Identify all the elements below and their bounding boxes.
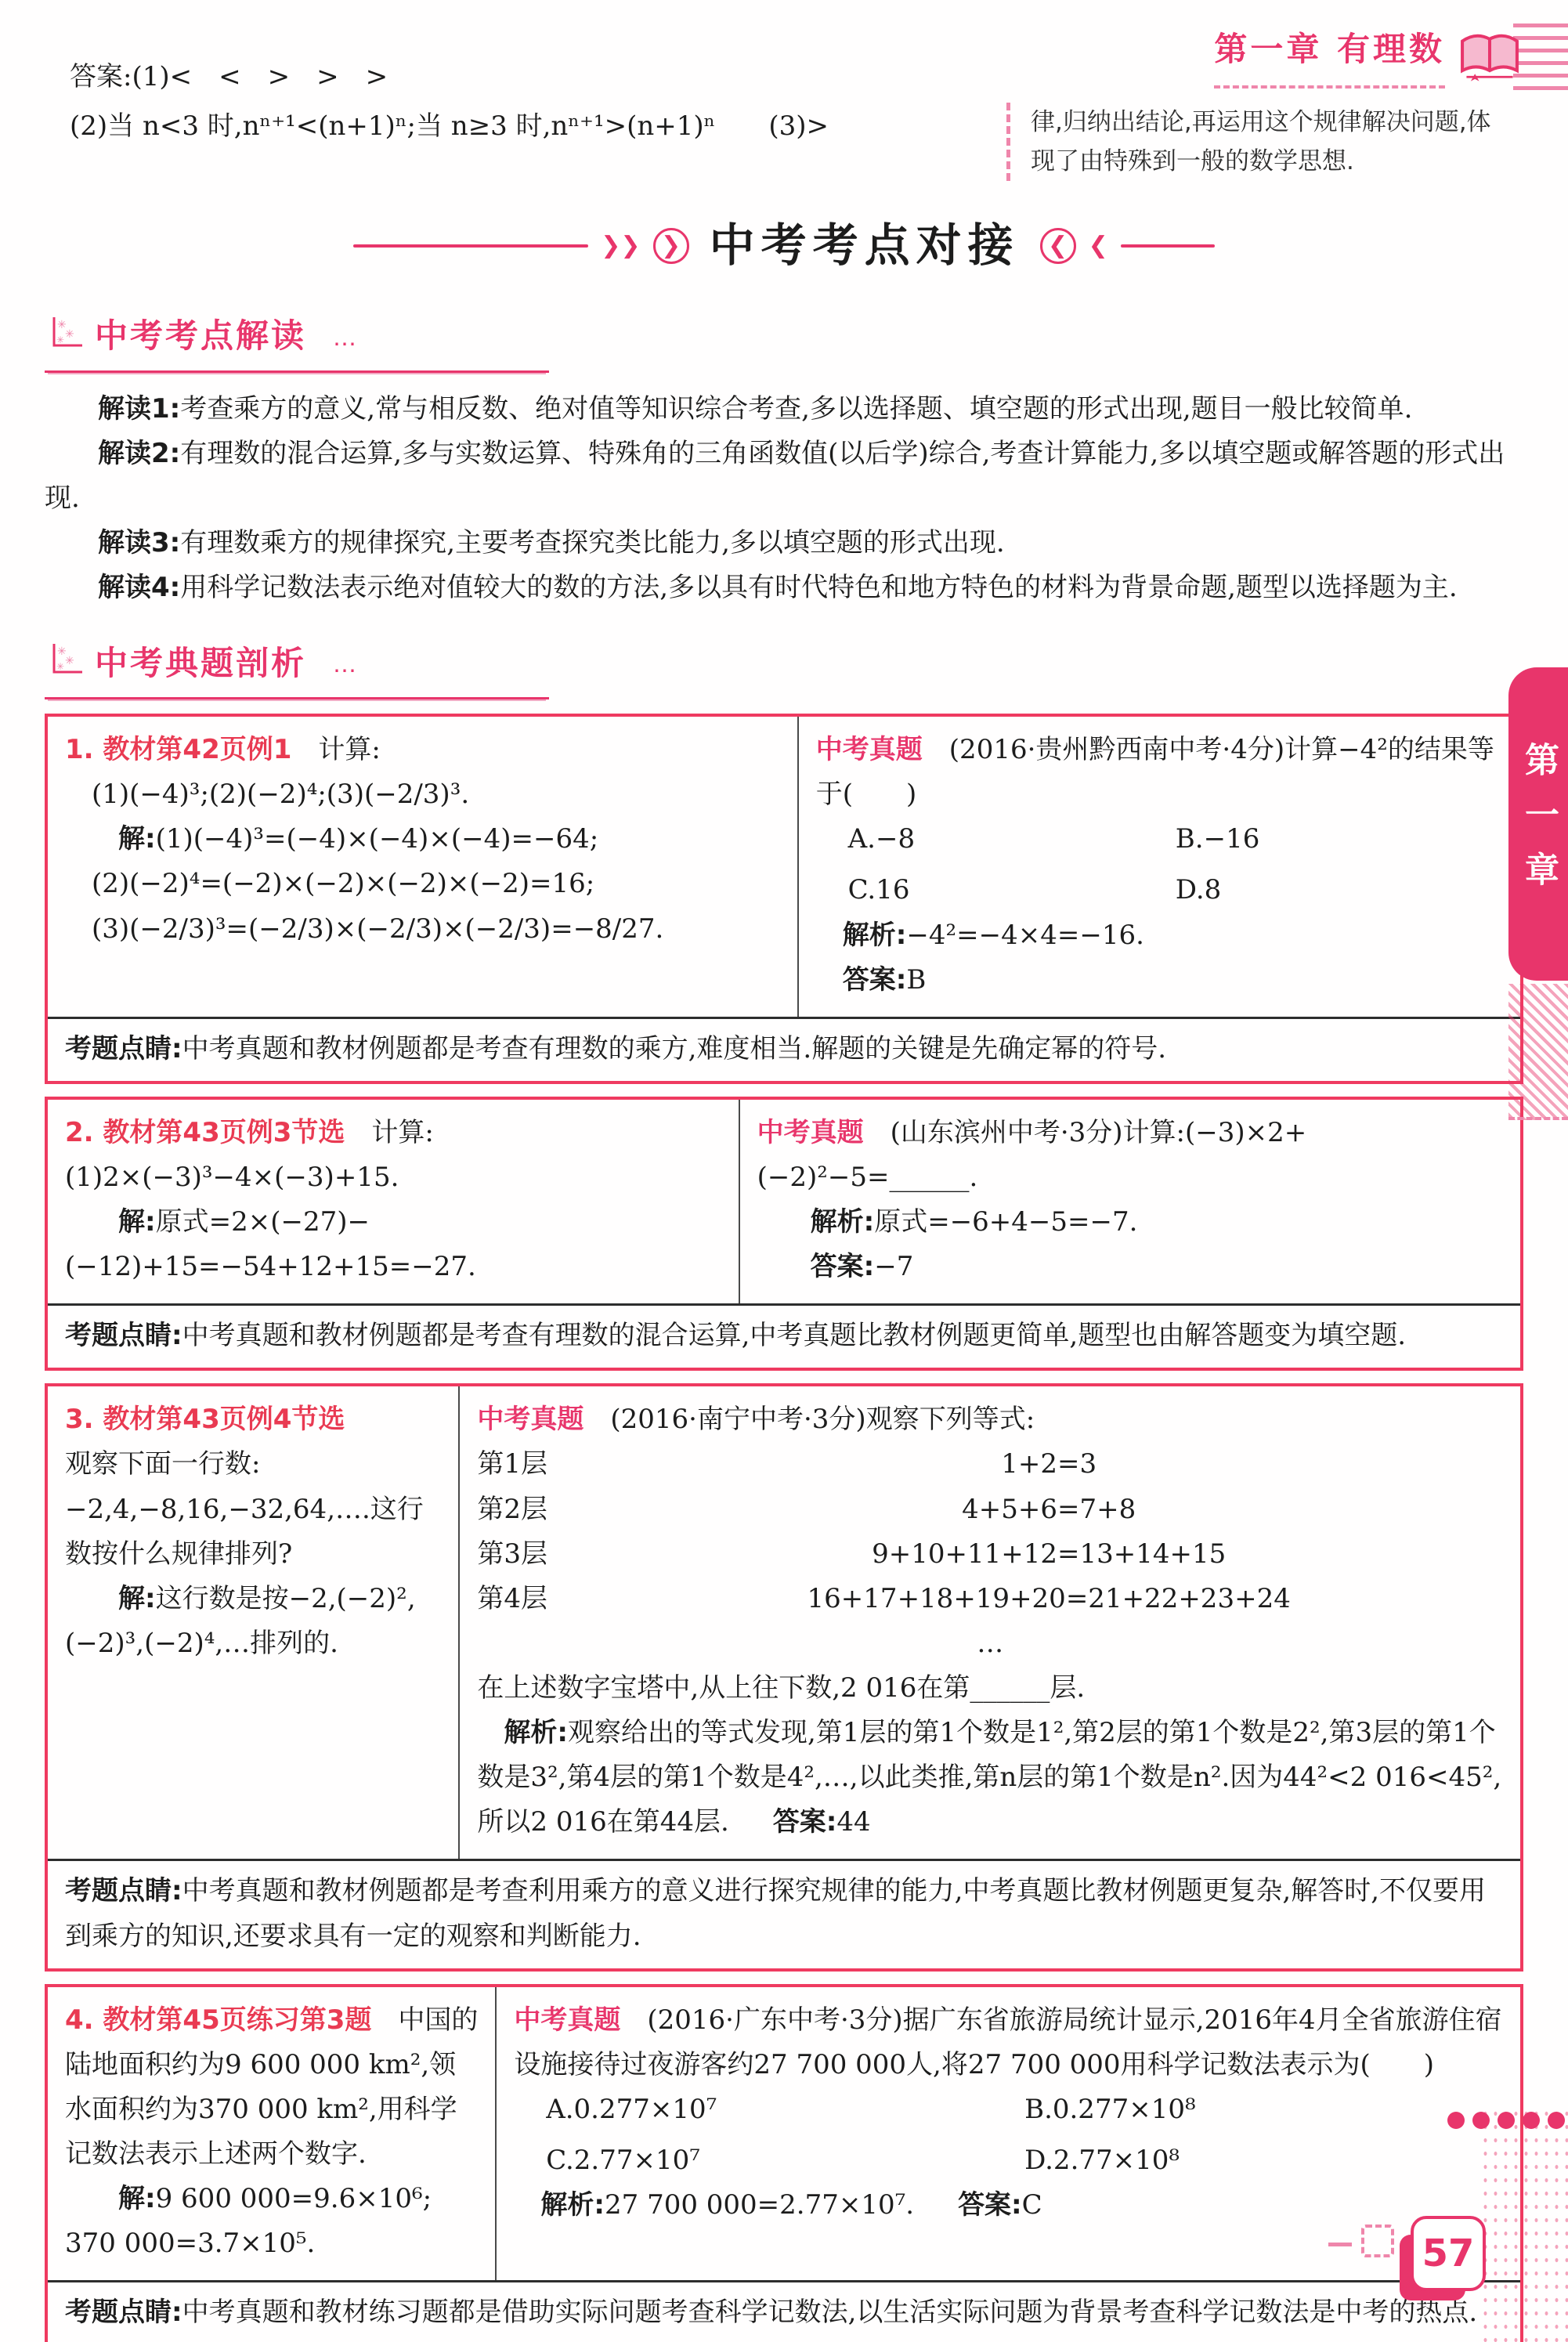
corner-dot-texture [1480,2107,1568,2342]
point-text: 考查乘方的意义,常与相反数、绝对值等知识综合考查,多以选择题、填空题的形式出现,题目一般比较简单. [180,392,1413,425]
example-box-1-body [48,717,1520,1017]
point-label: 解读3: [98,527,181,559]
page-content [45,22,1523,2342]
solution-step: (1)(−4)³=(−4)×(−4)×(−4)=−64; [155,823,599,855]
chapter-header [1006,22,1523,89]
textbook-example-column [48,1987,497,2281]
analysis-label: 解析: [504,1717,568,1749]
answer-line [816,958,1503,1003]
exam-tag: 中考真题 [477,1404,584,1436]
analysis-text: 观察给出的等式发现,第1层的第1个数是1²,第2层的第1个数是2²,第3层的第1个数是3²,第4层的第1个数是4²,…,以此类推,第n层的第1个数是n².因为44²<2 016<45²,所以2 016在第44层. [477,1717,1502,1838]
answer-line [757,1245,1503,1289]
footer-dash-decoration [1328,2243,1352,2246]
tip-row [48,1303,1520,1368]
analysis-label: 解析: [810,1206,875,1238]
options-grid [816,817,1503,913]
tip-label: 考题点睛: [65,1032,182,1064]
dots-decoration: ⋯ [333,656,357,685]
chevron-left-circled-icon: ❮ [1040,228,1076,264]
point-label: 解读2: [98,438,181,470]
option-a: A.0.277×10⁷ [546,2093,717,2125]
answer-line-2: (2)当 n<3 时,nⁿ⁺¹<(n+1)ⁿ;当 n≥3 时,nⁿ⁺¹>(n+1)ⁿ (3)> [70,110,829,143]
solution-label: 解: [118,1206,156,1238]
exam-tag: 中考真题 [757,1116,864,1148]
pyramid-layer-4 [477,1577,1503,1621]
tip-label: 考题点睛: [65,2297,182,2329]
option-a: A.−8 [847,823,916,855]
example-box-4 [45,1984,1523,2342]
answer-text: B [906,963,927,996]
svg-text:✳: ✳ [65,654,74,667]
svg-text:✳: ✳ [56,334,65,345]
title-rule-left [353,244,588,248]
example-intro: 计算: [291,734,381,766]
answers-block [45,22,994,154]
layer-label: 第1层 [477,1448,548,1480]
title-rule-right [1121,244,1215,248]
example-box-3-body [48,1386,1520,1859]
option-d: D.2.77×10⁸ [1024,2145,1180,2177]
analysis-text: 27 700 000=2.77×10⁷. [605,2189,915,2221]
point-text: 用科学记数法表示绝对值较大的数的方法,多以具有时代特色和地方特色的材料为背景命题,题型以选择题为主. [180,572,1458,604]
example-tag: 2. 教材第43页例3节选 [65,1116,345,1148]
answer-line-1: 答案:(1)< < > > > [70,61,388,92]
top-right-column [1006,22,1523,181]
answer-label: 答案: [958,2189,1022,2221]
example-box-3 [45,1383,1523,1971]
exam-stem-text: (山东滨州中考·3分)计算:(−3)×2+(−2)²−5=______. [757,1116,1307,1193]
problem-line: (1)(−4)³;(2)(−2)⁴;(3)(−2/3)³. [92,779,470,811]
tip-text: 中考真题和教材例题都是考查利用乘方的意义进行探究规律的能力,中考真题比教材例题更复杂,解答时,不仅要用到乘方的知识,还要求具有一定的观察和判断能力. [65,1875,1487,1952]
solution-step: 原式=2×(−27)−(−12)+15=−54+12+15=−27. [65,1206,476,1283]
point-label: 解读1: [98,392,181,425]
example-box-2 [45,1097,1523,1372]
chevron-left-icon: ❮ [1088,231,1108,259]
tip-row [48,1859,1520,1968]
sparkle-stamp-icon [48,314,84,364]
solution-label: 解: [118,1582,156,1614]
svg-text:✳: ✳ [56,660,65,672]
solution-line [65,2177,478,2221]
footer-square-decoration [1361,2225,1394,2257]
answer-text: −7 [874,1251,914,1283]
tip-text: 中考真题和教材例题都是考查有理数的混合运算,中考真题比教材例题更简单,题型也由解答题变为填空题. [182,1320,1407,1352]
chevron-right-icon: ❯❯ [601,231,641,259]
chapter-side-tab-label: 第一章 [1518,742,1559,906]
exam-stem-text: (2016·广东中考·3分)据广东省旅游局统计显示,2016年4月全省旅游住宿设施接待过夜游客约27 700 000人,将27 700 000用科学记数法表示为( ) [514,2004,1502,2080]
exam-tag: 中考真题 [514,2004,621,2036]
option-b: B.−16 [1175,823,1260,855]
point-label: 解读4: [98,572,181,604]
solution-label: 解: [118,823,156,855]
tip-text: 中考真题和教材例题都是考查有理数的乘方,难度相当.解题的关键是先确定幂的符号. [182,1032,1167,1064]
options-grid [514,2087,1503,2183]
chevron-right-circled-icon: ❯ [653,228,689,264]
analysis-line [816,913,1503,958]
analysis-line [477,1711,1503,1845]
book-icon [1456,24,1523,85]
example-heading [65,1111,721,1200]
point-paragraph-2 [45,432,1523,521]
point-paragraph-4 [45,566,1523,610]
dots-decoration: ⋯ [333,330,357,358]
exam-stem [816,728,1503,817]
page-title: 中考考点对接 [709,218,1020,272]
option-c: C.2.77×10⁷ [546,2145,700,2177]
exam-question-column [460,1386,1520,1859]
exam-stem [514,1998,1503,2087]
section-head-exam-points [45,304,549,373]
layer-equation: 9+10+11+12=13+14+15 [872,1538,1227,1570]
answer-label: 答案: [842,963,907,996]
tip-label: 考题点睛: [65,1320,182,1352]
exam-tag: 中考真题 [815,734,923,766]
sparkle-stamp-icon [48,641,84,691]
analysis-text: −4²=−4×4=−16. [906,919,1144,951]
top-section [45,22,1523,181]
page-number-badge: 57 [1411,2216,1486,2291]
svg-text:✳: ✳ [57,645,67,658]
tip-text: 中考真题和教材练习题都是借助实际问题考查科学记数法,以生活实际问题为背景考查科学记数法是中考的热点. [182,2297,1478,2329]
layer-label: 第3层 [477,1538,548,1570]
textbook-example-column [48,1100,740,1303]
answer-text: 44 [836,1806,871,1838]
example-tag: 1. 教材第42页例1 [65,734,292,766]
exam-stem [757,1111,1503,1200]
example-box-2-body [48,1100,1520,1303]
exam-question-column [740,1100,1520,1303]
svg-text:✳: ✳ [57,318,67,331]
tip-label: 考题点睛: [65,1875,182,1907]
point-text: 有理数乘方的规律探究,主要考查探究类比能力,多以填空题的形式出现. [180,527,1005,559]
exam-stem [477,1397,1503,1442]
tip-row [48,1017,1520,1081]
solution-line [65,1577,441,1666]
answer-inline [958,2189,1042,2221]
solution-step: 9 600 000=9.6×10⁶; [155,2183,432,2215]
option-d: D.8 [1175,874,1222,906]
main-title-row [45,208,1523,284]
layer-label: 第2层 [477,1493,548,1525]
problem-body: 中国的陆地面积约为9 600 000 km²,领水面积约为370 000 km²,用科学记数法表示上述两个数字. [65,2004,479,2170]
analysis-line [757,1200,1503,1245]
option-c: C.16 [847,874,910,906]
chapter-title: 第一章 有理数 [1214,22,1445,89]
example-heading [65,1998,478,2177]
section-head-model-problems [45,631,549,700]
pyramid-layer-1 [477,1442,1503,1487]
answer-inline [773,1806,871,1838]
example-box-4-body [48,1987,1520,2281]
layer-equation: 16+17+18+19+20=21+22+23+24 [807,1582,1291,1614]
answer-label: 答案: [772,1806,837,1838]
layer-equation: 1+2=3 [1001,1448,1097,1480]
analysis-label: 解析: [540,2189,605,2221]
point-paragraph-1 [45,387,1523,432]
solution-line [65,1200,721,1289]
svg-text:✳: ✳ [65,327,74,341]
answer-label: 答案: [810,1251,875,1283]
margin-note: 律,归纳出结论,再运用这个规律解决问题,体现了由特殊到一般的数学思想. [1006,103,1501,181]
solution-label: 解: [118,2183,156,2215]
exam-stem-text: (2016·南宁中考·3分)观察下列等式: [583,1404,1035,1436]
textbook-example-column [48,1386,460,1859]
point-paragraph-3 [45,521,1523,566]
analysis-label: 解析: [842,919,907,951]
ellipsis-line: … [977,1627,1004,1659]
layer-equation: 4+5+6=7+8 [962,1493,1136,1525]
solution-line [65,817,780,862]
section-title: 中考典题剖析 [95,643,307,682]
side-tab-hatch-decoration [1508,984,1568,1120]
question-line: 在上述数字宝塔中,从上往下数,2 016在第______层. [477,1672,1086,1704]
problem-body: 观察下面一行数:−2,4,−8,16,−32,64,….这行数按什么规律排列? [65,1448,424,1570]
analysis-text: 原式=−6+4−5=−7. [874,1206,1138,1238]
chapter-side-tab [1508,667,1568,981]
solution-step: 这行数是按−2,(−2)²,(−2)³,(−2)⁴,…排列的. [65,1582,416,1659]
example-intro: 计算:(1)2×(−3)³−4×(−3)+15. [65,1116,434,1193]
pyramid-layer-3 [477,1532,1503,1577]
solution-line: 370 000=3.7×10⁵. [65,2228,316,2260]
exam-stem-text: (2016·贵州黔西南中考·4分)计算−4²的结果等于( ) [815,734,1494,811]
example-heading [65,728,780,772]
point-text: 有理数的混合运算,多与实数运算、特殊角的三角函数值(以后学)综合,考查计算能力,多以填空题或解答题的形式出现. [45,438,1505,515]
textbook-example-column [48,717,799,1017]
tip-row [48,2280,1520,2342]
layer-label: 第4层 [477,1582,548,1614]
example-tag: 3. 教材第43页例4节选 [65,1404,345,1436]
example-box-1 [45,714,1523,1084]
example-tag: 4. 教材第45页练习第3题 [65,2004,372,2036]
analysis-line [514,2183,1503,2228]
exam-question-column [799,717,1520,1017]
section-title: 中考考点解读 [95,316,307,356]
example-heading [65,1397,441,1442]
option-b: B.0.277×10⁸ [1024,2093,1196,2125]
answer-text: C [1021,2189,1042,2221]
pyramid-layer-2 [477,1487,1503,1532]
solution-line: (3)(−2/3)³=(−2/3)×(−2/3)×(−2/3)=−8/27. [92,913,664,945]
solution-line: (2)(−2)⁴=(−2)×(−2)×(−2)×(−2)=16; [92,868,595,900]
